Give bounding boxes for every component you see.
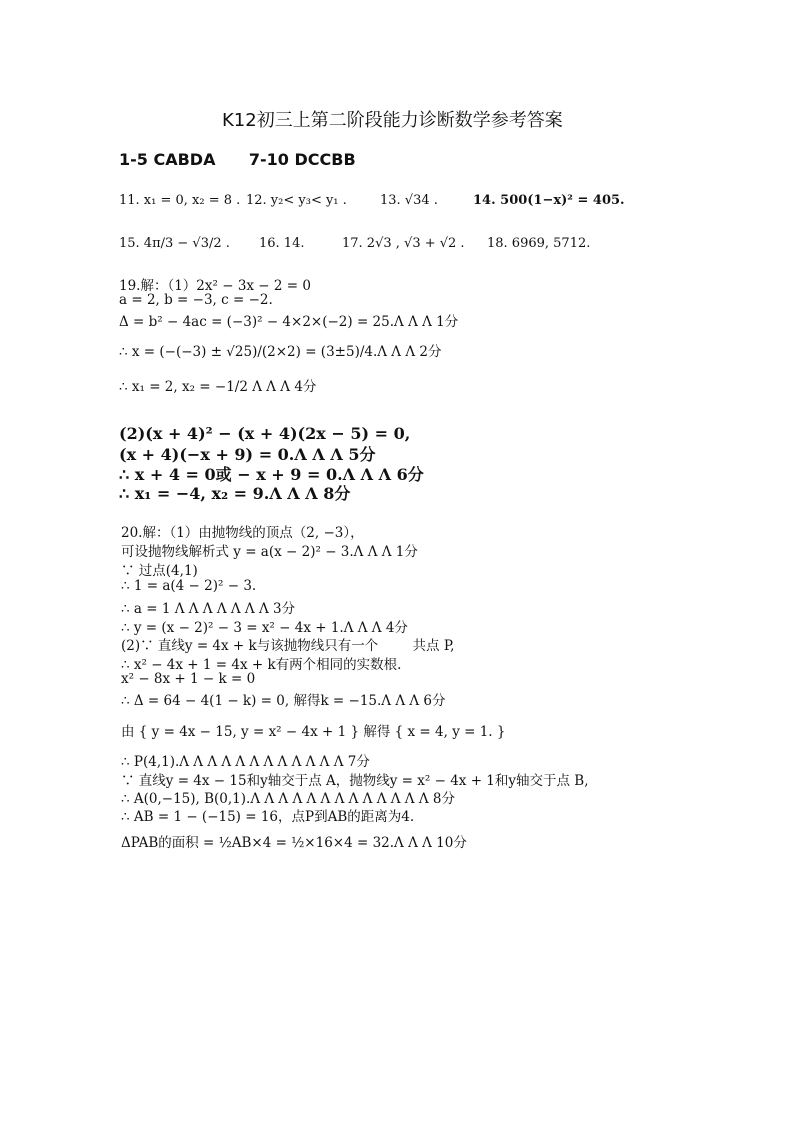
q20-line-4: ∴ 1 = a(4 − 2)² − 3. — [121, 578, 257, 594]
answer-14: 14. 500(1−x)² = 405. — [473, 193, 625, 208]
q20-line-6: ∴ y = (x − 2)² − 3 = x² − 4x + 1.Λ Λ Λ 4分 — [121, 620, 408, 636]
answer-17: 17. 2√3 , √3 + √2 . — [342, 236, 465, 251]
answer-18: 18. 6969, 5712. — [487, 236, 591, 251]
q20-line-10: ∴ Δ = 64 − 4(1 − k) = 0, 解得k = −15.Λ Λ Λ 6分 — [121, 693, 446, 709]
q20-line-14: ∴ A(0,−15), B(0,1).Λ Λ Λ Λ Λ Λ Λ Λ Λ Λ Λ Λ Λ 8分 — [121, 791, 455, 807]
q19-line-1: 19.解：（1）2x² − 3x − 2 = 0 — [119, 278, 311, 294]
q20-line-7: (2)∵ 直线y = 4x + k与该抛物线只有一个 共点 P, — [121, 638, 455, 654]
q20-line-5: ∴ a = 1 Λ Λ Λ Λ Λ Λ Λ 3分 — [121, 601, 296, 617]
q20-line-13: ∵ 直线y = 4x − 15和y轴交于点 A，抛物线y = x² − 4x + 1和y轴交于点 B, — [121, 773, 589, 789]
q19-line-5: ∴ x₁ = 2, x₂ = −1/2 Λ Λ Λ 4分 — [119, 379, 317, 395]
answer-12: 12. y₂< y₃< y₁ . — [246, 193, 347, 208]
q20-line-11: 由 { y = 4x − 15, y = x² − 4x + 1 } 解得 { x = 4, y = 1. } — [121, 724, 506, 740]
answer-15: 15. 4π/3 − √3/2 . — [119, 236, 230, 251]
q19-line-2: a = 2, b = −3, c = −2. — [119, 292, 273, 308]
q19-part2-line-1: (2)(x + 4)² − (x + 4)(2x − 5) = 0, — [119, 424, 411, 443]
page-title: K12初三上第二阶段能力诊断数学参考答案 — [222, 110, 563, 131]
q20-line-12: ∴ P(4,1).Λ Λ Λ Λ Λ Λ Λ Λ Λ Λ Λ Λ 7分 — [121, 754, 370, 770]
q19-line-4: ∴ x = (−(−3) ± √25)/(2×2) = (3±5)/4.Λ Λ Λ 2分 — [119, 344, 442, 360]
q20-line-15: ∴ AB = 1 − (−15) = 16，点P到AB的距离为4. — [121, 809, 415, 825]
q20-line-1: 20.解：（1）由抛物线的顶点（2, −3）， — [121, 525, 364, 541]
q20-line-16: ΔPAB的面积 = ½AB×4 = ½×16×4 = 32.Λ Λ Λ 10分 — [121, 835, 467, 851]
q19-part2-line-3: ∴ x + 4 = 0或 − x + 9 = 0.Λ Λ Λ 6分 — [119, 465, 424, 484]
q20-line-2: 可设抛物线解析式 y = a(x − 2)² − 3.Λ Λ Λ 1分 — [121, 544, 418, 560]
q20-line-8: ∴ x² − 4x + 1 = 4x + k有两个相同的实数根. — [121, 657, 402, 673]
choice-answers: 1-5 CABDA 7-10 DCCBB — [119, 150, 356, 169]
q20-line-9: x² − 8x + 1 − k = 0 — [121, 671, 256, 687]
answer-11: 11. x₁ = 0, x₂ = 8 . — [119, 193, 241, 208]
answer-16: 16. 14. — [259, 236, 305, 251]
answer-13: 13. √34 . — [380, 193, 438, 208]
q20-line-3: ∵ 过点(4,1) — [121, 563, 198, 579]
q19-part2-line-4: ∴ x₁ = −4, x₂ = 9.Λ Λ Λ 8分 — [119, 484, 351, 503]
q19-line-3: Δ = b² − 4ac = (−3)² − 4×2×(−2) = 25.Λ Λ Λ 1分 — [119, 314, 459, 330]
q19-part2-line-2: (x + 4)(−x + 9) = 0.Λ Λ Λ 5分 — [119, 445, 376, 464]
